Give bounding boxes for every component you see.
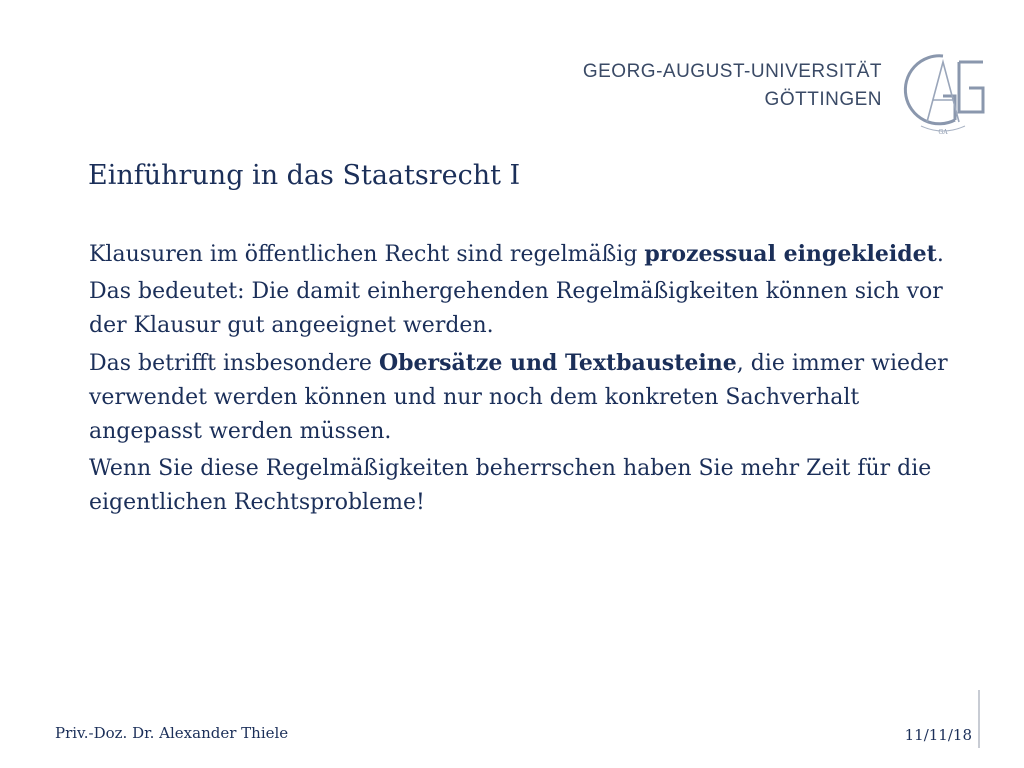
footer-author: Priv.-Doz. Dr. Alexander Thiele xyxy=(55,724,289,742)
university-name-line1: GEORG-AUGUST-UNIVERSITÄT xyxy=(582,61,882,82)
university-seal-icon xyxy=(897,50,989,136)
emphasis-text: Obersätze und Textbausteine xyxy=(378,350,737,376)
paragraph-text: Wenn Sie diese Regelmäßigkeiten beherrschen haben Sie mehr Zeit für die eigentlichen Rechtsprobleme! xyxy=(89,456,932,515)
logo-initials: GA xyxy=(938,129,948,136)
paragraph-text: . xyxy=(936,242,944,267)
university-name-line2: GÖTTINGEN xyxy=(764,89,882,110)
slide-content xyxy=(89,237,949,523)
body-paragraph xyxy=(89,346,949,449)
body-paragraph xyxy=(89,275,949,343)
paragraph-text: , die immer wieder verwendet werden können und nur noch dem konkreten Sachverhalt angepasst werden müssen. xyxy=(89,351,948,444)
paragraph-text: Das bedeutet: Die damit einhergehenden Regelmäßigkeiten können sich vor der Klausur gut angeeignet werden. xyxy=(89,279,943,338)
paragraph-text: Das betrifft insbesondere xyxy=(89,351,379,376)
footer-date: 11/11/18 xyxy=(904,726,972,744)
body-paragraph xyxy=(89,452,949,520)
footer-divider xyxy=(978,690,980,748)
university-name xyxy=(583,58,882,114)
slide-title: Einführung in das Staatsrecht I xyxy=(88,160,521,191)
paragraph-text: Klausuren im öffentlichen Recht sind regelmäßig xyxy=(89,242,645,267)
emphasis-text: prozessual eingekleidet xyxy=(644,241,937,267)
body-paragraph xyxy=(89,237,949,272)
